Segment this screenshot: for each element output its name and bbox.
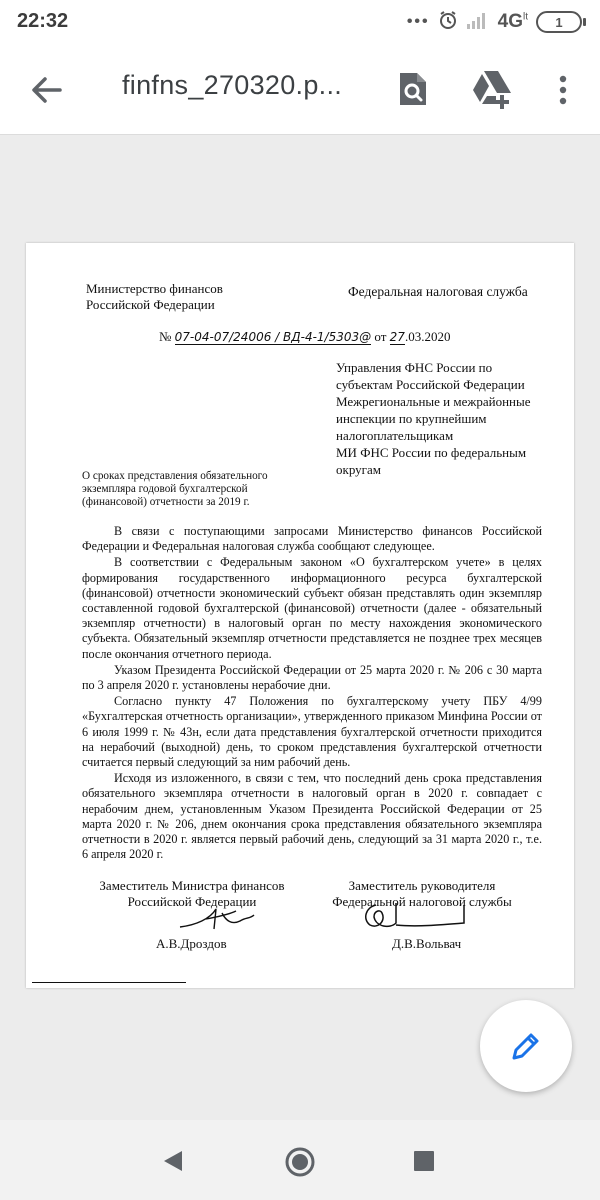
addressee-block: Межрегиональные и межрайонные инспекции по крупнейшим налогоплательщикам (336, 394, 531, 443)
body-paragraph: Согласно пункту 47 Положения по бухгалтерскому учету ПБУ 4/99 «Бухгалтерская отчетность организации», утвержденного приказом Минфина России от 6 июля 1999 г. № 43н, если дата представления бухгалтерской отчетности приходится на нерабочий (выходной) день, то сроком представления бухгалтерской отчетности считается первый следующий за ним рабочий день. (82, 694, 542, 770)
body-paragraph: В связи с поступающими запросами Министерство финансов Российской Федерации и Федеральная налоговая служба сообщают следующее. (82, 524, 542, 554)
find-in-document-icon (394, 70, 432, 108)
letter-subject: О сроках представления обязательного экземпляра годовой бухгалтерской (финансовой) отчетности за 2019 г. (82, 470, 268, 508)
back-button[interactable] (26, 70, 66, 110)
battery-level: 1 (555, 14, 563, 30)
nav-back-button[interactable] (160, 1148, 186, 1174)
left-signatory-name: А.В.Дроздов (156, 936, 227, 951)
body-paragraph: В соответствии с Федеральным законом «О бухгалтерском учете» в целях формирования государственного информационного ресурса бухгалтерской (финансовой) отчетности экономический субъект обязан представлять один экземпляр составленной годовой бухгалтерской (финансовой) отчетности (далее - обязательный экземпляр отчетности) в налоговый орган по месту нахождения экономического субъекта. Обязательный экземпляр отчетности представляется не позднее трех месяцев после окончания отчетного периода. (82, 555, 542, 661)
right-signatory-name: Д.В.Вольвач (392, 936, 462, 951)
pencil-icon (509, 1029, 543, 1063)
nav-recents-button[interactable] (413, 1150, 435, 1172)
left-signatory-title: Заместитель Министра финансов Российской Федерации (99, 878, 285, 909)
more-vert-icon (548, 70, 578, 110)
reg-day-handwritten: 27 (389, 330, 405, 344)
notification-dots: ••• (406, 13, 430, 30)
more-options-button[interactable] (548, 70, 578, 110)
addressee-block: МИ ФНС России по федеральным округам (336, 445, 527, 477)
left-signature-mark (176, 905, 256, 938)
document-title: finfns_270320.p... (122, 70, 343, 100)
circle-home-icon (284, 1146, 316, 1178)
fns-header: Федеральная налоговая служба (348, 284, 528, 299)
footer-rule (32, 982, 186, 983)
triangle-back-icon (160, 1148, 186, 1174)
edit-button[interactable] (480, 1000, 572, 1092)
status-time: 22:32 (17, 10, 69, 32)
add-to-drive-button[interactable] (470, 68, 516, 110)
ministry-header: Министерство финансов Российской Федерации (86, 281, 223, 312)
find-in-document-button[interactable] (394, 70, 432, 108)
arrow-back-icon (26, 70, 66, 110)
registration-number: № 07-04-07/24006 / ВД-4-1/5303@ от 27.03.2020 (159, 329, 451, 344)
addressee-block: Управления ФНС России по субъектам Российской Федерации (336, 360, 525, 392)
network-type: $4G^{lt}$ (497, 11, 528, 32)
battery-icon (536, 11, 582, 33)
right-signatory-title: Заместитель руководителя Федеральной налоговой службы (332, 878, 512, 909)
status-bar (0, 0, 600, 44)
status-indicators (407, 9, 582, 35)
signal-icon (466, 11, 490, 34)
document-page[interactable] (26, 243, 574, 988)
letter-body (82, 524, 542, 863)
app-bar (0, 44, 600, 135)
square-recents-icon (413, 1150, 435, 1172)
body-paragraph: Исходя из изложенного, в связи с тем, что последний день срока представления обязательного экземпляра отчетности в налоговый орган в 2020 г. совпадает с нерабочим днем, установленным Указом Президента Российской Федерации от 25 марта 2020 г. № 206, днем окончания срока представления обязательного экземпляра отчетности в 2020 г. является первый рабочий день, следующий за 31 марта 2020 г., т.е. 6 апреля 2020 г. (82, 771, 542, 862)
reg-number-handwritten: 07-04-07/24006 / ВД-4-1/5303@ (174, 330, 372, 344)
nav-home-button[interactable] (284, 1146, 316, 1178)
system-nav-bar (0, 1120, 600, 1200)
add-to-drive-icon (470, 68, 516, 110)
body-paragraph: Указом Президента Российской Федерации от 25 марта 2020 г. № 206 с 30 марта по 3 апреля 2020 г. установлены нерабочие дни. (82, 662, 542, 693)
alarm-icon (438, 10, 458, 35)
